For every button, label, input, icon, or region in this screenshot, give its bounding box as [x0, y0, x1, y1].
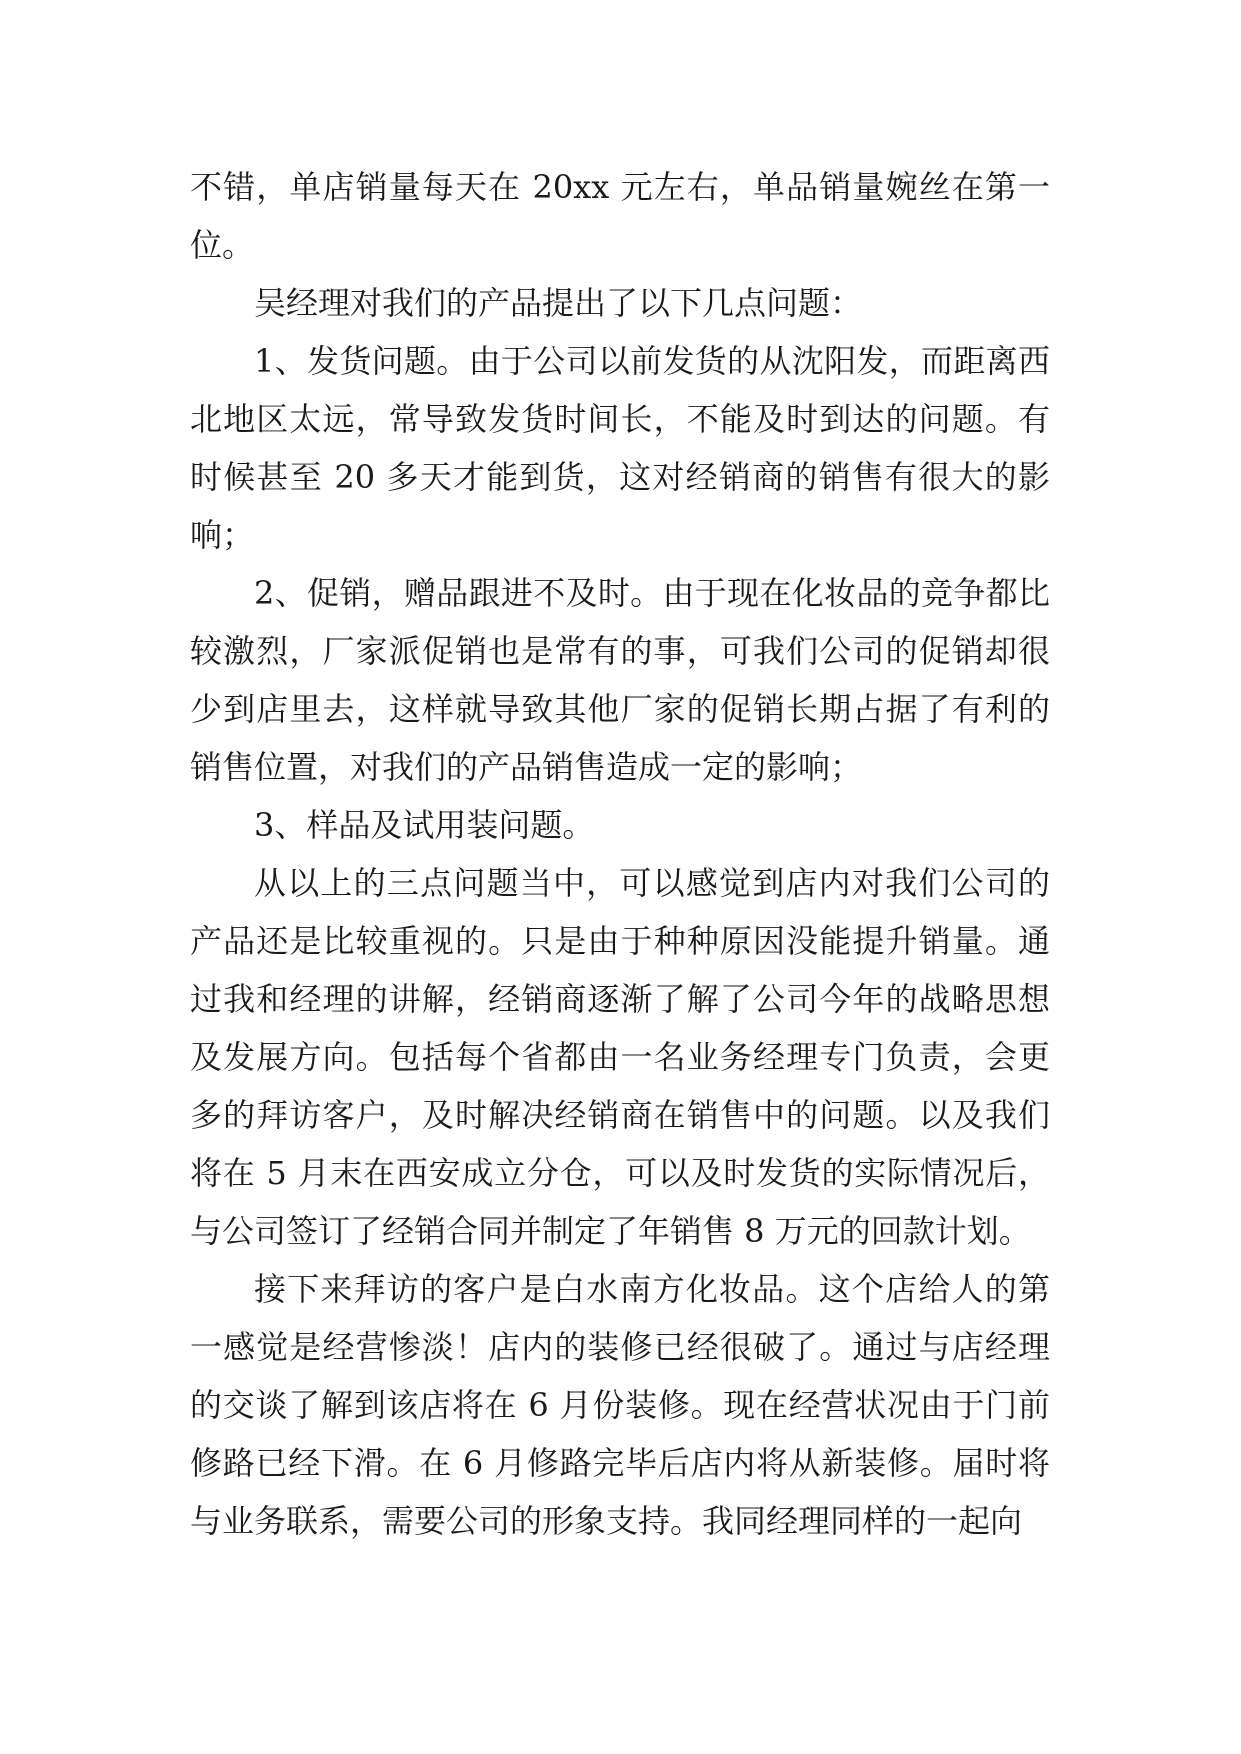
paragraph-4: 2、促销，赠品跟进不及时。由于现在化妆品的竞争都比较激烈，厂家派促销也是常有的事，可我们公司的促销却很少到店里去，这样就导致其他厂家的促销长期占据了有利的销售位置，对我们的产品销售造成一定的影响；: [190, 574, 1050, 786]
paragraph-5: 3、样品及试用装问题。: [254, 806, 595, 844]
paragraph-6: 从以上的三点问题当中，可以感觉到店内对我们公司的产品还是比较重视的。只是由于种种原因没能提升销量。通过我和经理的讲解，经销商逐渐了解了公司今年的战略思想及发展方向。包括每个省都由一名业务经理专门负责，会更多的拜访客户，及时解决经销商在销售中的问题。以及我们将在 5 月末在西安成立分仓，可以及时发货的实际情况后，与公司签订了经销合同并制定了年销售 8 万元的回款计划。: [190, 864, 1050, 1250]
paragraph-3: 1、发货问题。由于公司以前发货的从沈阳发，而距离西北地区太远，常导致发货时间长，不能及时到达的问题。有时候甚至 20 多天才能到货，这对经销商的销售有很大的影响；: [190, 342, 1050, 554]
document-body: [190, 158, 1050, 1550]
paragraph-7: 接下来拜访的客户是白水南方化妆品。这个店给人的第一感觉是经营惨淡！店内的装修已经很破了。通过与店经理的交谈了解到该店将在 6 月份装修。现在经营状况由于门前修路已经下滑。在 6 月修路完毕后店内将从新装修。届时将与业务联系，需要公司的形象支持。我同经理同样的一起向: [190, 1270, 1050, 1540]
paragraph-2: 吴经理对我们的产品提出了以下几点问题：: [254, 284, 863, 322]
paragraph-1: 不错，单店销量每天在 20xx 元左右，单品销量婉丝在第一位。: [190, 168, 1050, 264]
